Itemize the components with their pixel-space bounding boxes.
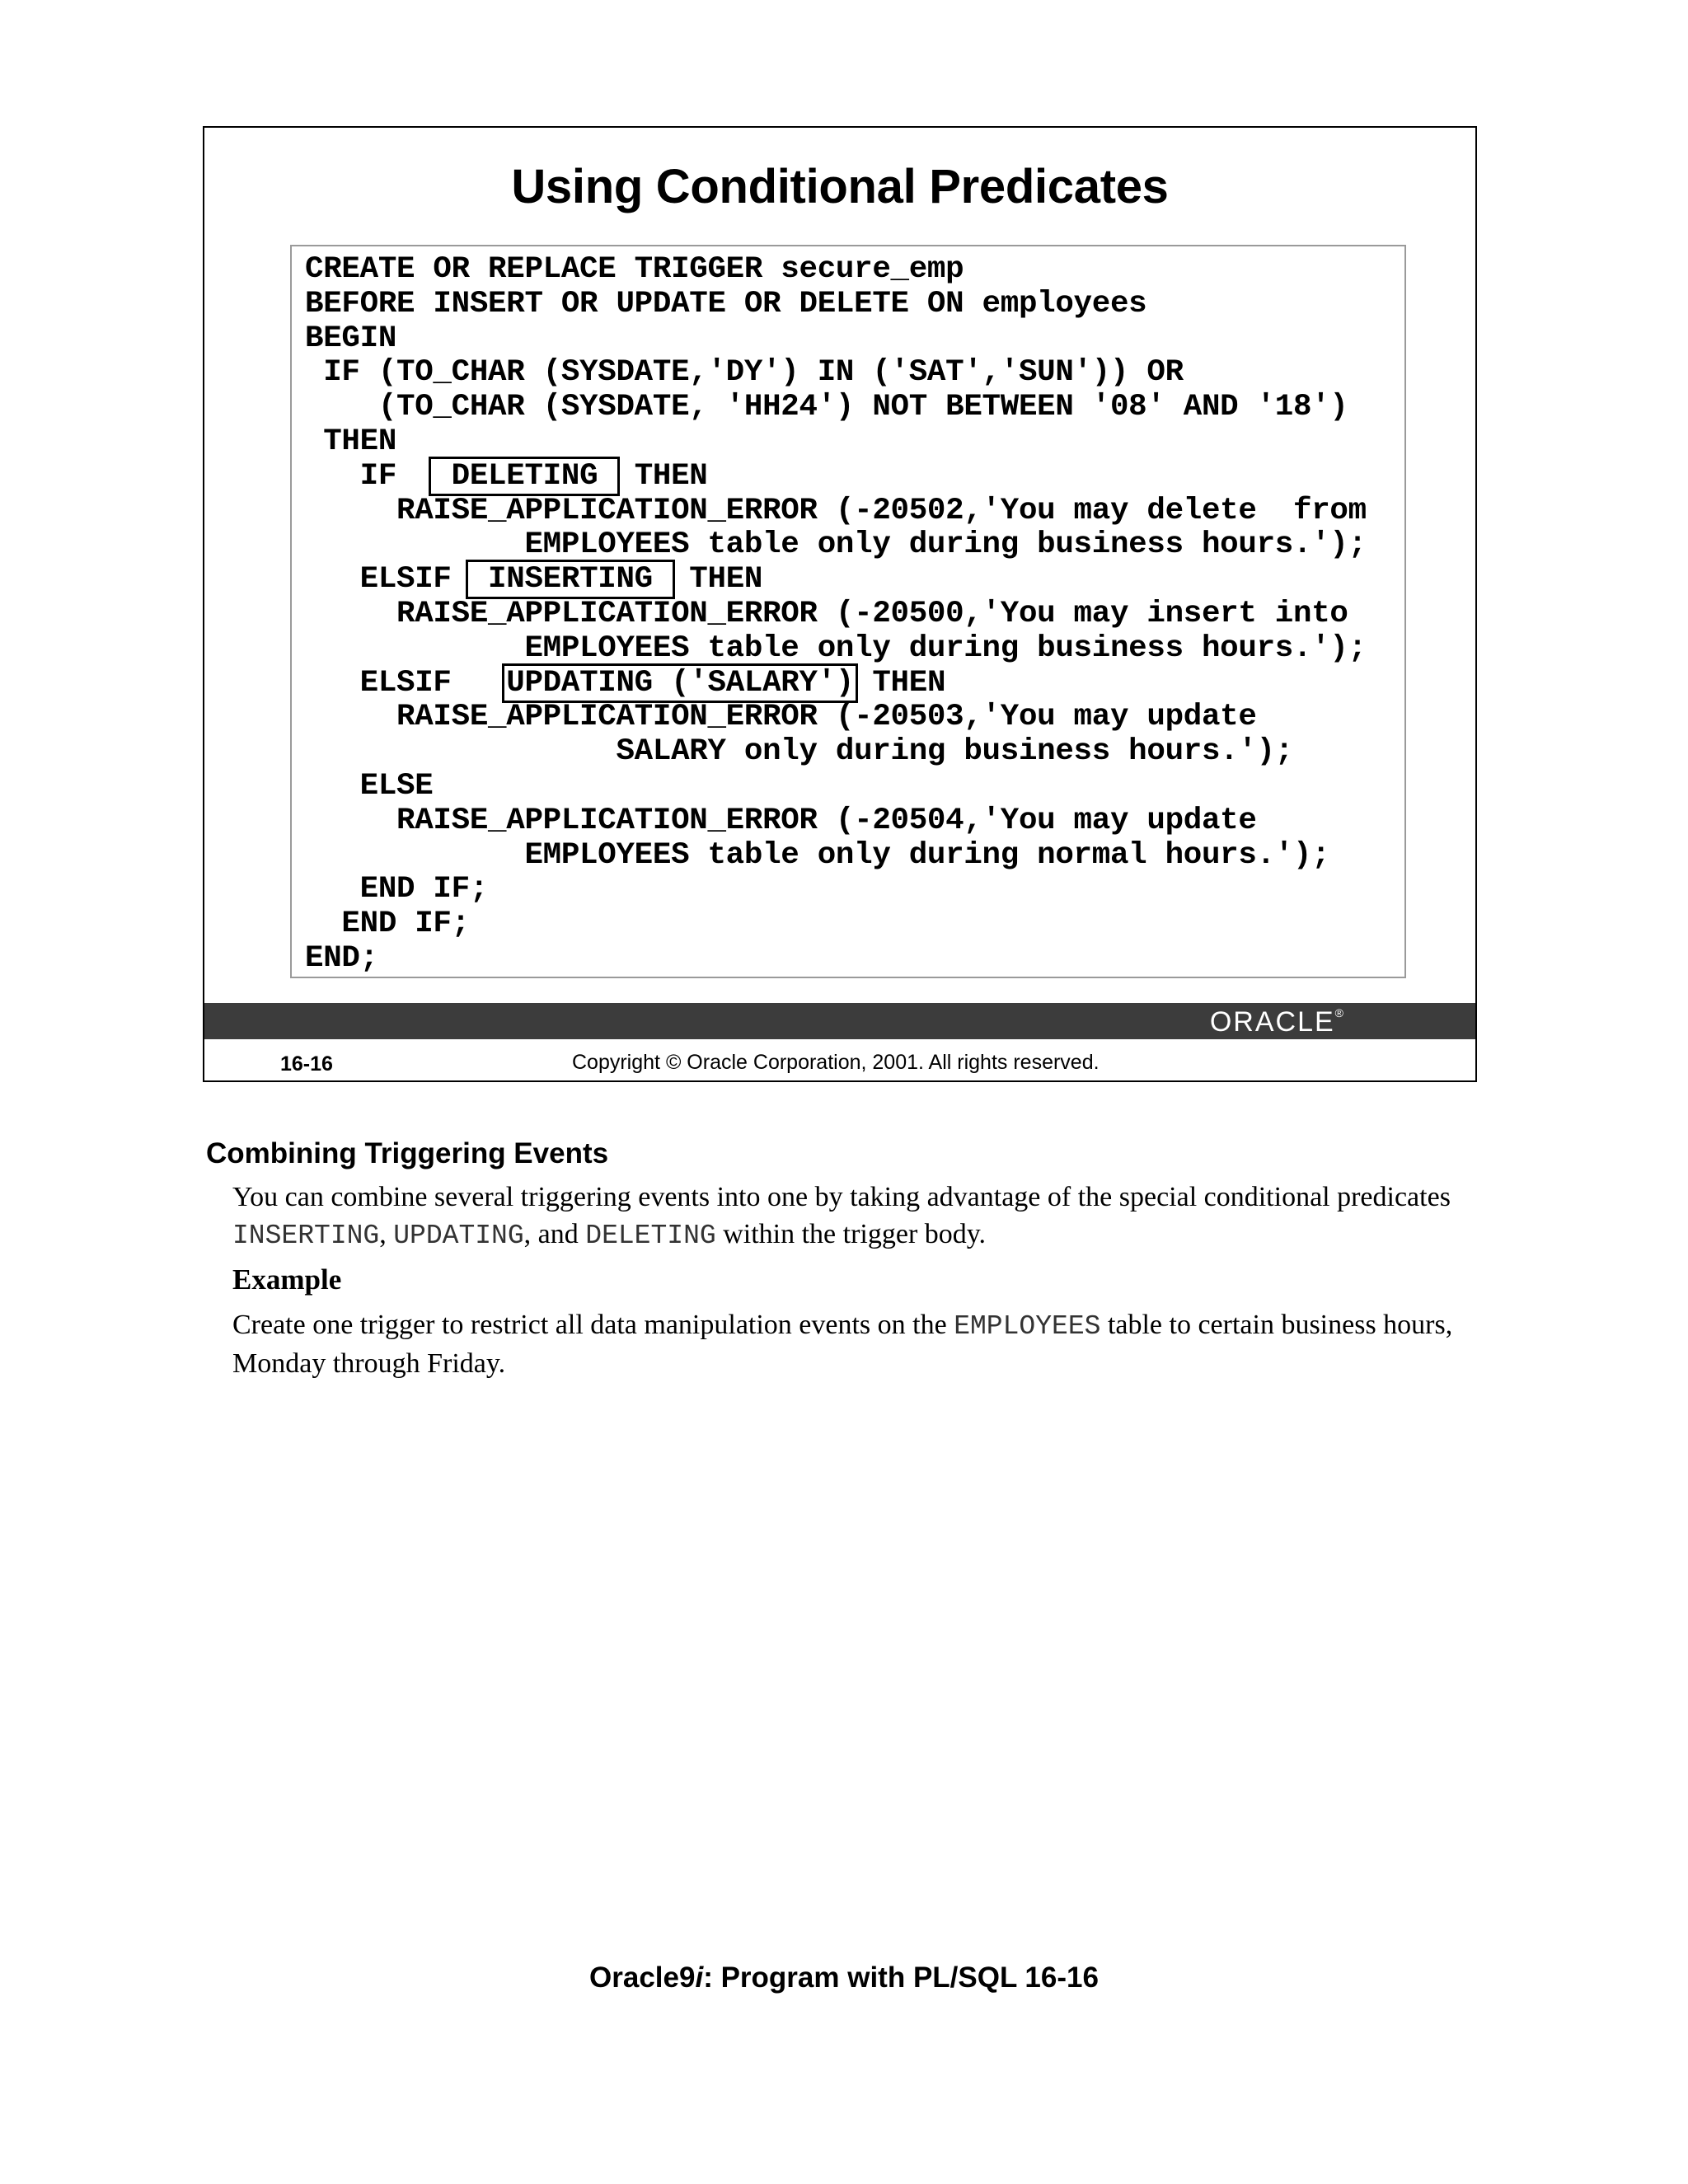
- copyright-notice: Copyright © Oracle Corporation, 2001. All rights reserved.: [572, 1051, 1100, 1074]
- code-line: EMPLOYEES table only during business hours.');: [305, 527, 1367, 563]
- code-line: BEGIN: [305, 321, 397, 356]
- updating-predicate-box: UPDATING ('SALARY'): [502, 663, 858, 703]
- code-line: RAISE_APPLICATION_ERROR (-20500,'You may insert into: [305, 596, 1348, 631]
- footer-text: Oracle9: [589, 1961, 696, 1994]
- code-line: CREATE OR REPLACE TRIGGER secure_emp: [305, 252, 964, 287]
- oracle-logo: [1210, 1006, 1343, 1038]
- code-line: [305, 459, 708, 494]
- code-line: RAISE_APPLICATION_ERROR (-20502,'You may delete from: [305, 493, 1367, 528]
- example-heading: Example: [232, 1263, 342, 1296]
- code-line: RAISE_APPLICATION_ERROR (-20503,'You may update: [305, 700, 1257, 735]
- page-footer: [0, 1961, 1688, 1994]
- slide-number: 16-16: [280, 1052, 333, 1076]
- footer-text: : Program with PL/SQL 16-16: [703, 1961, 1099, 1994]
- code-term: INSERTING: [232, 1221, 380, 1251]
- code-line: THEN: [305, 424, 397, 459]
- registered-mark-icon: ®: [1334, 1006, 1343, 1019]
- code-fragment: IF: [305, 458, 434, 494]
- code-line: EMPLOYEES table only during normal hours.');: [305, 837, 1330, 873]
- code-box: [290, 245, 1406, 978]
- notes-paragraph: [232, 1179, 1485, 1254]
- code-line: END;: [305, 940, 378, 976]
- inserting-predicate-box: INSERTING: [466, 560, 675, 599]
- code-line: BEFORE INSERT OR UPDATE OR DELETE ON employees: [305, 286, 1147, 321]
- text-run: Create one trigger to restrict all data manipulation events on the: [232, 1310, 954, 1340]
- code-term: EMPLOYEES: [954, 1311, 1101, 1342]
- text-run: You can combine several triggering events into one by taking advantage of the special conditional predicates: [232, 1182, 1451, 1212]
- code-line: [305, 666, 945, 701]
- code-line: [305, 562, 762, 597]
- oracle-logo-text: ORACLE: [1209, 1006, 1335, 1038]
- text-run: , and: [523, 1219, 586, 1249]
- code-line: ELSE: [305, 768, 434, 804]
- code-line: EMPLOYEES table only during business hours.');: [305, 630, 1367, 666]
- code-fragment: ELSIF: [305, 562, 470, 598]
- code-line: IF (TO_CHAR (SYSDATE,'DY') IN ('SAT','SUN')) OR: [305, 355, 1184, 391]
- section-heading: Combining Triggering Events: [206, 1137, 609, 1169]
- code-fragment: THEN: [616, 458, 708, 494]
- deleting-predicate-box: DELETING: [429, 457, 620, 496]
- code-line: END IF;: [305, 907, 470, 942]
- code-line: SALARY only during business hours.');: [305, 734, 1293, 770]
- code-fragment: ELSIF: [305, 665, 507, 701]
- footer-italic: i: [695, 1961, 704, 1994]
- code-term: DELETING: [585, 1221, 716, 1251]
- oracle-bar: [204, 1003, 1475, 1039]
- code-line: RAISE_APPLICATION_ERROR (-20504,'You may update: [305, 803, 1257, 838]
- example-paragraph: [232, 1306, 1485, 1382]
- text-run: table to certain business hours, Monday through Friday.: [232, 1310, 1453, 1379]
- code-term: UPDATING: [393, 1221, 524, 1251]
- text-run: ,: [379, 1219, 394, 1249]
- code-line: (TO_CHAR (SYSDATE, 'HH24') NOT BETWEEN '08' AND '18'): [305, 390, 1348, 425]
- code-fragment: THEN: [671, 562, 763, 598]
- text-run: within the trigger body.: [715, 1219, 987, 1249]
- code-line: END IF;: [305, 872, 489, 907]
- code-fragment: THEN: [854, 665, 946, 701]
- slide-title: Using Conditional Predicates: [511, 160, 1169, 213]
- code-listing: [305, 253, 1367, 977]
- slide-frame: [203, 126, 1477, 1082]
